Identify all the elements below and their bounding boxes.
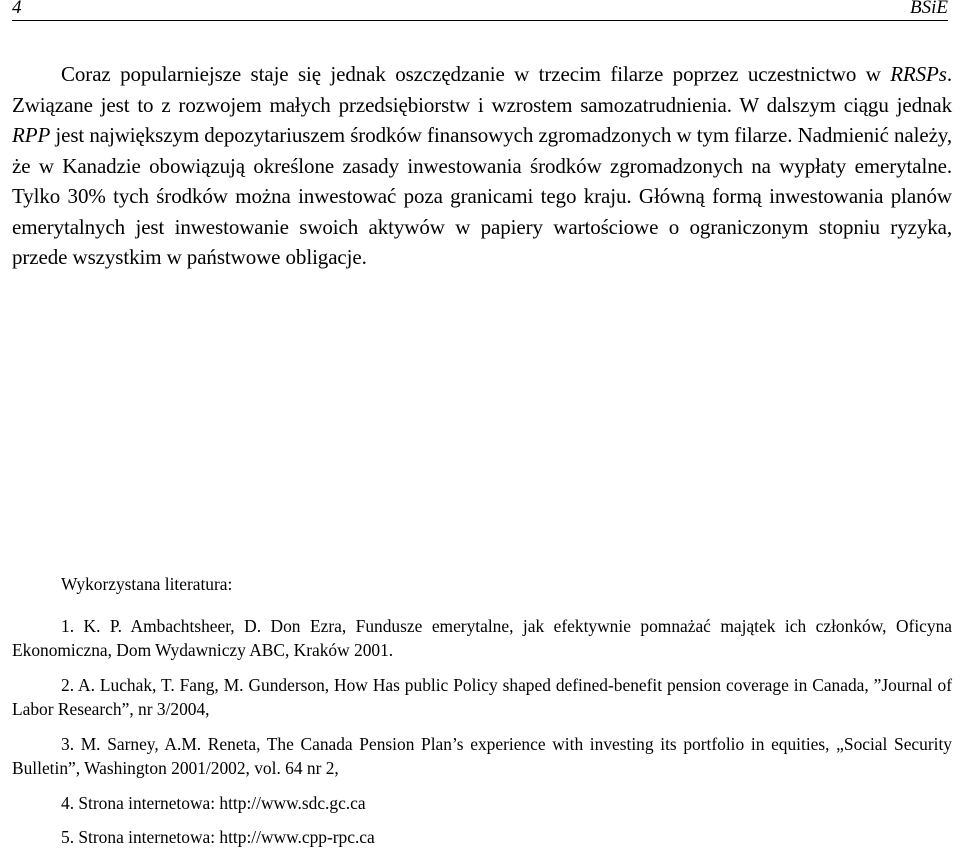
reference-item: 1. K. P. Ambachtsheer, D. Don Ezra, Fundusze emerytalne, jak efektywnie pomnażać majątek ich członków, Oficyna Ekonomiczna, Dom Wydawniczy ABC, Kraków 2001. [12,615,952,660]
reference-item: 3. M. Sarney, A.M. Reneta, The Canada Pension Plan’s experience with investing its portfolio in equities, „Social Security Bulletin”, Washington 2001/2002, vol. 64 nr 2, [12,733,952,778]
reference-item: 4. Strona internetowa: http://www.sdc.gc.ca [61,792,366,813]
page-number: 4 [12,0,22,18]
body-text [12,59,952,273]
reference-item: 2. A. Luchak, T. Fang, M. Gunderson, How Has public Policy shaped defined-benefit pension coverage in Canada, ”Journal of Labor Research”, nr 3/2004, [12,674,952,719]
references-section [12,572,952,850]
journal-name: BSiE [910,0,948,18]
paragraph-run-italic: RRSPs [890,62,947,86]
paragraph-run: jest największym depozytariuszem środków finansowych zgromadzonych w tym filarze. Nadmienić należy, że w Kanadzie obowiązują określone zasady inwestowania środków zgromadzonych na wypłaty emerytalne. Tylko 30% tych środków można inwestować poza granicami tego kraju. Główną formą inwestowania planów emerytalnych jest inwestowanie swoich aktywów w papiery wartościowe o ograniczonym stopniu ryzyka, przede wszystkim w państwowe obligacje. [12,123,952,269]
paragraph-run: . Związane jest to z rozwojem małych przedsiębiorstw i wzrostem samozatrudnienia. W dalszym ciągu jednak [12,62,952,117]
body-paragraph [12,59,952,273]
paragraph-run: Coraz popularniejsze staje się jednak oszczędzanie w trzecim filarze poprzez uczestnictwo w [61,62,891,86]
running-header [12,0,948,21]
references-title: Wykorzystana literatura: [61,574,233,594]
paragraph-run-italic: RPP [12,123,51,147]
reference-item: 5. Strona internetowa: http://www.cpp-rpc.ca [61,827,375,847]
